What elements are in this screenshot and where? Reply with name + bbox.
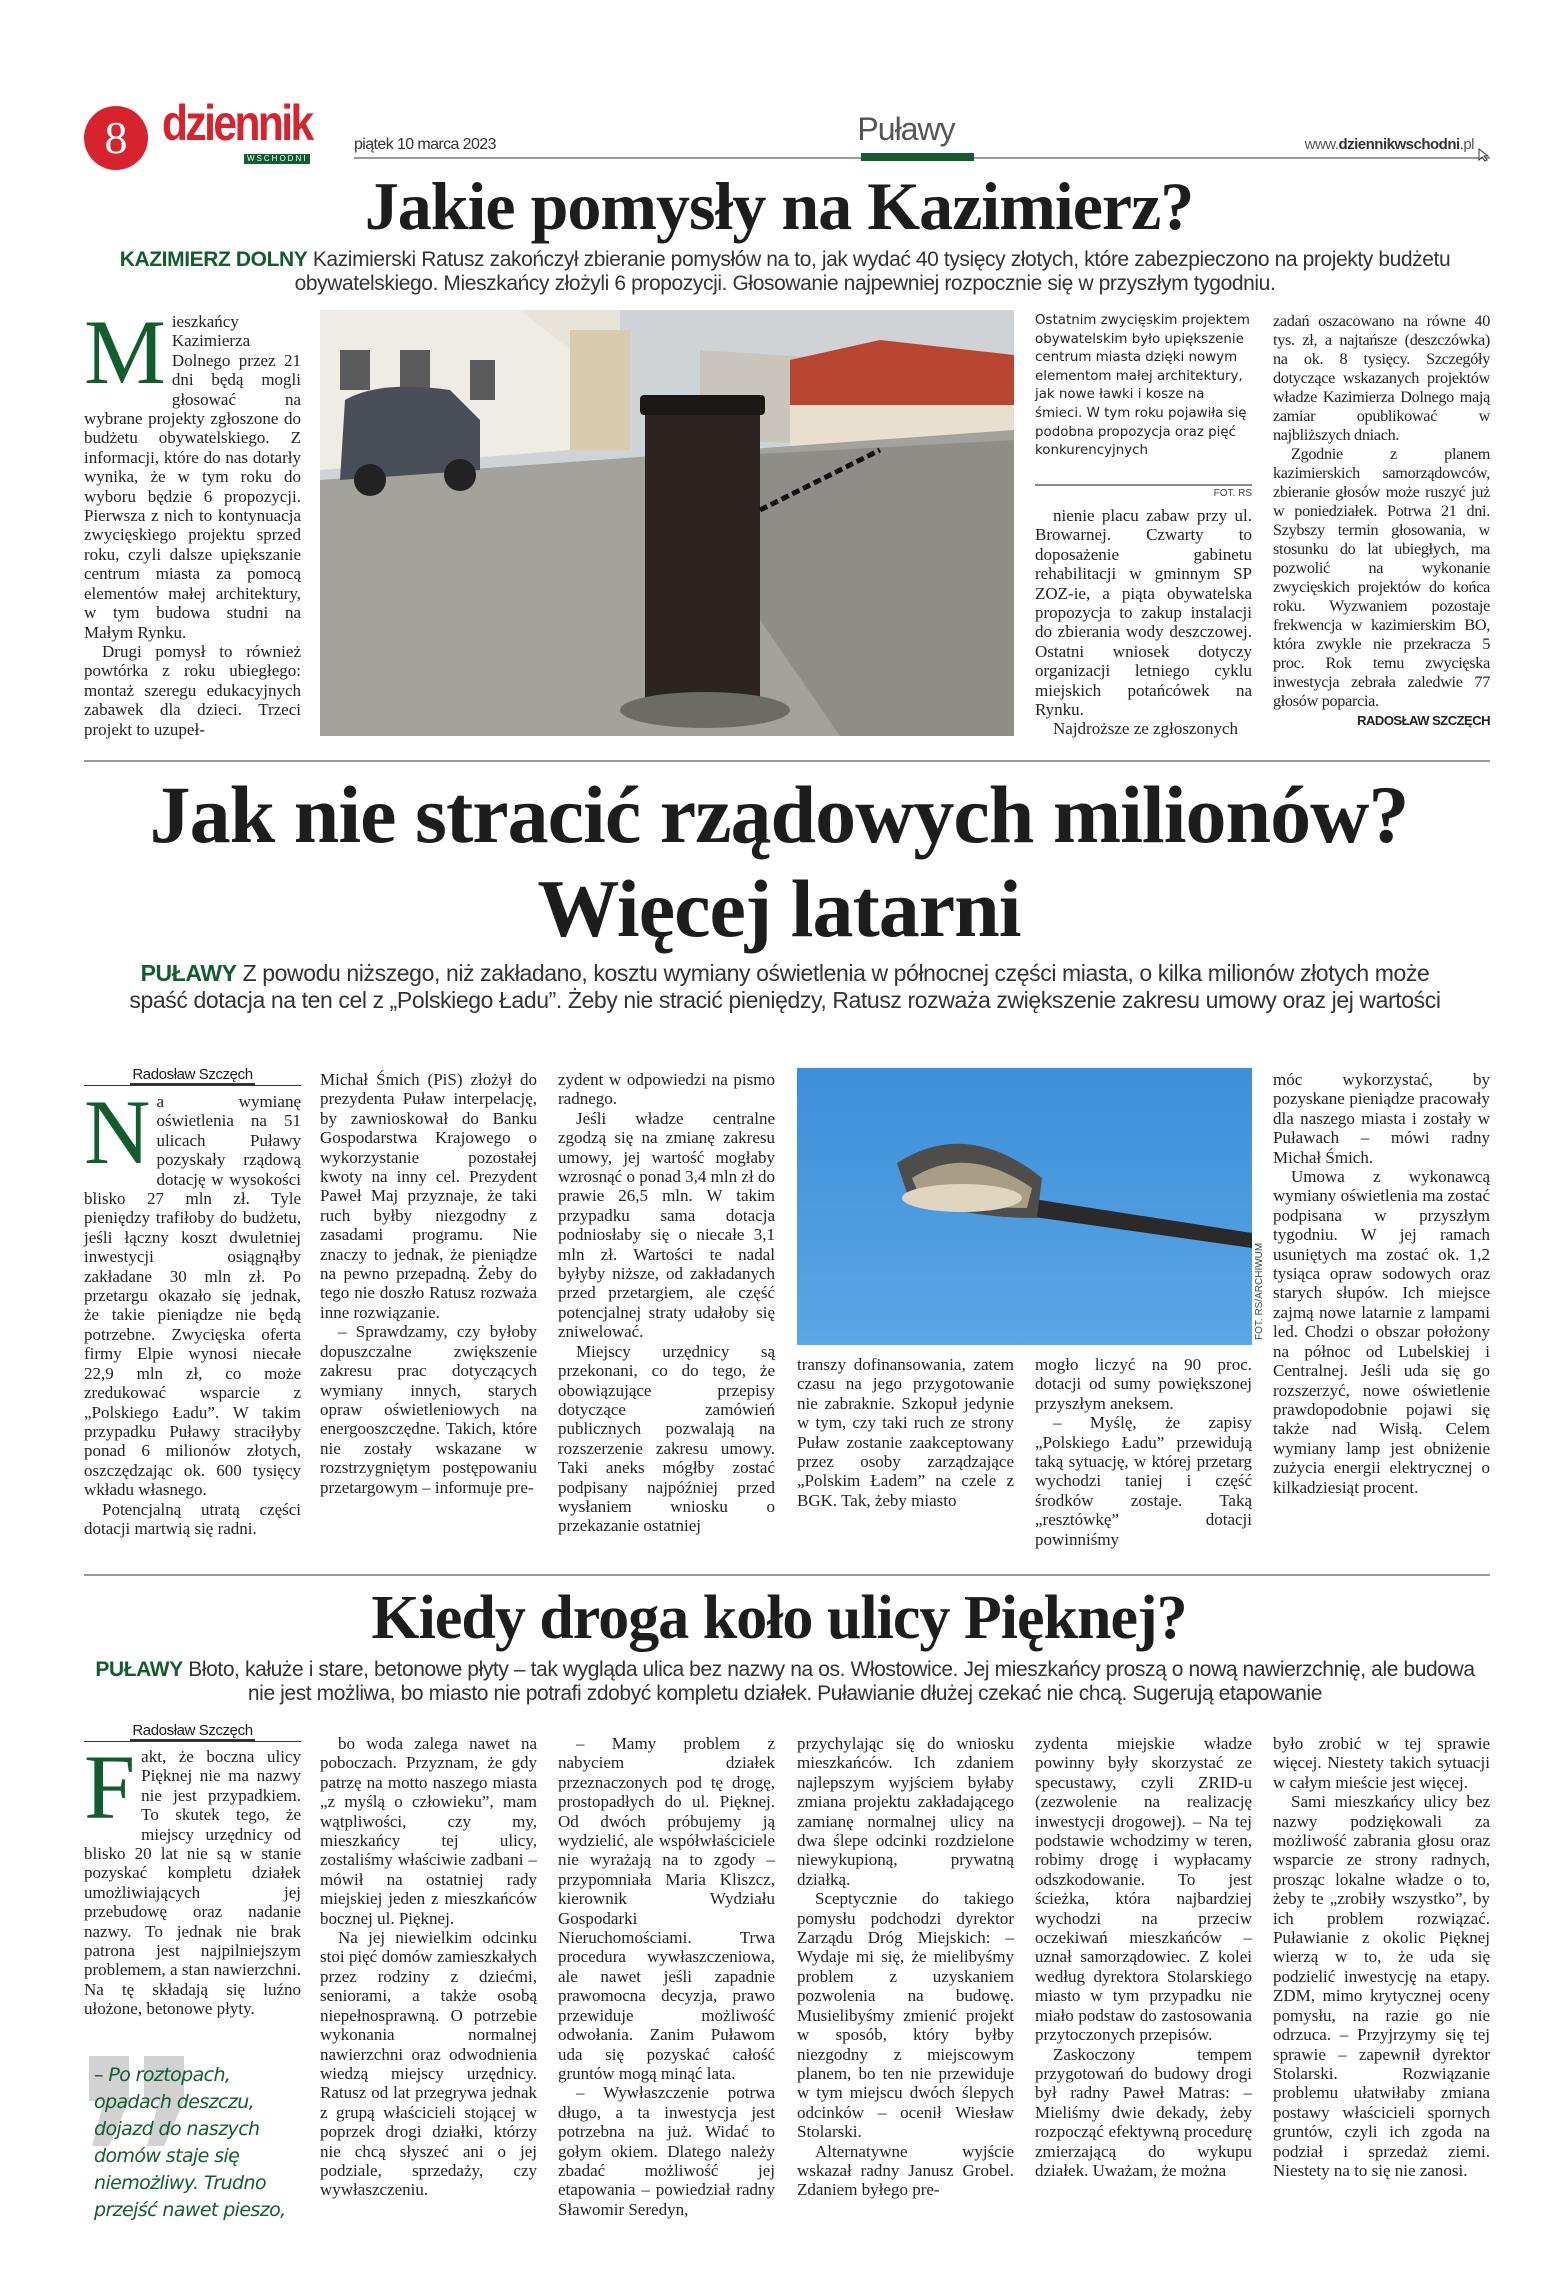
article-3-column-4 bbox=[797, 1734, 1014, 2200]
newspaper-logo[interactable] bbox=[162, 95, 342, 170]
article-1-signature: RADOSŁAW SZCZĘCH bbox=[1357, 713, 1490, 728]
article-3-column-3 bbox=[558, 1734, 775, 2219]
url-prefix: www. bbox=[1304, 136, 1339, 153]
article-2-column-2 bbox=[320, 1070, 537, 1497]
paragraph: a wymianę oświetlenia na 51 ulicach Puławy pozyskały rządową dotację w wysokości blisko 27 mln zł. Tyle pieniędzy trafiłoby do budżetu, jeśli łączny koszt dwuletniej inwestycji osiągnąłby zakładane 30 mln zł. Po przetargu okazało się jednak, że takie pieniądze nie będą potrzebne. Zwycięska oferta firmy Elpie wynosi niecałe 22,9 mln zł, co może zredukować wsparcie z „Polskiego Ładu”. W takim przypadku Puławy straciłyby ponad 6 milionów złotych, oszczędzając ok. 600 tysięcy wkładu własnego. bbox=[84, 1092, 301, 1500]
paragraph: Miejscy urzędnicy są przekonani, co do tego, że obowiązujące przepisy dotyczące zamówień publicznych pozwalają na rozszerzenie zakresu umowy. Taki aneks mógłby zostać podpisany najpóźniej przed wysłaniem wniosku o przekazanie ostatniej bbox=[558, 1341, 775, 1536]
column-text bbox=[558, 1734, 775, 2219]
page-number-badge: 8 bbox=[84, 106, 148, 170]
paragraph: zydenta miejskie władze powinny były skorzystać ze specustawy, czyli ZRID-u (zezwolenie na realizację inwestycji drogowej). – Na tej podstawie wchodzimy w teren, robimy drogę i wypłacamy odszkodowanie. To jest ścieżka, która najbardziej wychodzi na przeciw oczekiwań mieszkańców – uznał samorządowiec. Z kolei według dyrektora Stolarskiego miasto w tym przypadku nie miało podstaw do zastosowania przytoczonych przepisów. bbox=[1035, 1734, 1252, 2045]
section-marker bbox=[861, 153, 974, 161]
paragraph: Zgodnie z planem kazimierskich samorządowców, zbieranie głosów może ruszyć już w poniedziałek. Potrwa 21 dni. Szybszy termin głosowania, w stosunku do lat ubiegłych, ma pozwolić na wykonanie zwycięskich projektów do końca roku. Wyzwaniem pozostaje frekwencja w kazimierskim BO, która zwykle nie przekracza 5 proc. Rok temu zwycięska inwestycja zebrała zaledwie 77 głosów poparcia. bbox=[1273, 445, 1490, 710]
photo-kazimierz-street bbox=[320, 310, 1014, 736]
article-1-column-3 bbox=[1035, 506, 1252, 739]
url-domain: dziennikwschodni bbox=[1338, 136, 1460, 153]
article-divider bbox=[84, 1574, 1490, 1576]
paragraph: zydent w odpowiedzi na pismo radnego. bbox=[558, 1070, 775, 1109]
url-suffix: .pl bbox=[1459, 136, 1474, 153]
paragraph: móc wykorzystać, by pozyskane pieniądze pracowały dla naszego miasta i zostały w Puławach – mówi radny Michał Śmich. bbox=[1273, 1070, 1490, 1167]
paragraph: transzy dofinansowania, zatem czasu na jego przygotowanie nie zabraknie. Szkopuł jedynie w tym, czy taki ruch ze strony Puław zostanie zaakceptowany przez osoby zarządzające „Polskim Ładem” na czele z BGK. Tak, żeby miasto bbox=[797, 1355, 1014, 1510]
author-name: Radosław Szczęch bbox=[130, 1722, 254, 1742]
paragraph: Najdroższe ze zgłoszonych bbox=[1053, 719, 1239, 739]
photo-street-lamp bbox=[797, 1068, 1252, 1345]
photo-credit: FOT. RS bbox=[1213, 488, 1252, 499]
paragraph: przychylając się do wniosku mieszkańców. Ich zdaniem najlepszym wyjściem byłaby zmiana projektu zakładającego zamianę normalnej ulicy na dwa ślepe odcinki rozdzielone niewykupioną, prywatną działką. bbox=[797, 1734, 1014, 1889]
paragraph: – Myślę, że zapisy „Polskiego Ładu” przewidują taką sytuację, w której przetarg wychodzi taniej i część środków zostaje. Taką „resztówkę” dotacji powinniśmy bbox=[1035, 1413, 1252, 1549]
cursor-icon bbox=[1478, 148, 1490, 162]
article-3-column-2 bbox=[320, 1734, 537, 2200]
column-text bbox=[797, 1355, 1014, 1510]
article-2-column-1 bbox=[84, 1081, 301, 1538]
article-2-column-3 bbox=[558, 1070, 775, 1536]
article-1-title: Jakie pomysły na Kazimierz? bbox=[364, 168, 1194, 244]
column-text bbox=[1035, 1355, 1252, 1549]
column-text bbox=[1273, 1070, 1490, 1497]
paragraph: Alternatywne wyjście wskazał radny Janusz Grobel. Zdaniem byłego pre- bbox=[797, 2141, 1014, 2200]
paragraph: Michał Śmich (PiS) złożył do prezydenta Puław interpelację, by zawnioskował do Banku Gospodarstwa Krajowego o wykorzystanie pozostałej kwoty na inny cel. Prezydent Paweł Maj przyznaje, że taki ruch byłby niezgodny z zasadami programu. Nie znaczy to jednak, że pieniądze na pewno przepadną. Żeby do tego nie doszło Ratusz rozważa inne rozwiązanie. bbox=[320, 1070, 537, 1322]
article-1-column-4 bbox=[1273, 312, 1490, 730]
paragraph: – Sprawdzamy, czy byłoby dopuszczalne zwiększenie zakresu prac dotyczących wymiany innych, starych opraw oświetleniowych na energooszczędne. Takich, które nie zostały wskazane w rozstrzygniętym postępowaniu przetargowym – informuje pre- bbox=[320, 1322, 537, 1497]
article-3-column-1 bbox=[84, 1736, 301, 2019]
website-link[interactable] bbox=[1305, 136, 1474, 153]
lede-place: KAZIMIERZ DOLNY bbox=[119, 248, 308, 271]
logo-text: dziennik bbox=[162, 95, 312, 151]
article-divider bbox=[84, 760, 1490, 762]
paragraph: mogło liczyć na 90 proc. dotacji od sumy powiększonej przyszłym aneksem. bbox=[1035, 1355, 1252, 1413]
column-text bbox=[558, 1070, 775, 1536]
article-3-column-6 bbox=[1273, 1734, 1490, 2180]
column-text bbox=[1035, 506, 1252, 739]
drop-cap: N bbox=[84, 1081, 151, 1183]
column-text bbox=[1035, 1734, 1252, 2180]
article-2-column-6 bbox=[1273, 1070, 1490, 1497]
article-2-column-5 bbox=[1035, 1355, 1252, 1549]
paragraph: nienie placu zabaw przy ul. Browarnej. Czwarty to doposażenie gabinetu rehabilitacji w gminnym SP ZOZ-ie, a piąta obywatelska propozycja to zakup instalacji do zbierania wody deszczowej. Ostatni wniosek dotyczy organizacji letniego cyklu miejskich potańcówek na Rynku. bbox=[1035, 506, 1252, 720]
caption-rule bbox=[1035, 484, 1252, 486]
paragraph: akt, że boczna ulicy Pięknej nie ma nazwy nie jest przypadkiem. To skutek tego, że miejscy urzędnicy od blisko 20 lat nie są w stanie pozyskać kompletu działek umożliwiających jej przebudowę oraz nadanie nazwy. To jednak nie brak patrona jest najpilniejszym problemem, a stan nawierzchni. Na tę składają się luźno ułożone, betonowe płyty. bbox=[84, 1747, 301, 2019]
paragraph: Sami mieszkańcy ulicy bez nazwy podziękowali za możliwość zabrania głosu oraz wsparcie ze strony radnych, prosząc lokalne władze o to, żeby te „zrobiły wszystko”, by ich problem rozwiązać. Puławianie z okolic Pięknej wierzą w to, że uda się podzielić inwestycję na etapy. ZDM, mimo krytycznej oceny pomysłu, na razie go nie odrzuca. – Przyjrzymy się tej sprawie – zapewnił dyrektor Stolarski. Rozwiązanie problemu ułatwiłaby zmiana postawy właścicieli spornych gruntów, czyli ich zgoda na podział i sprzedaż ziemi. Niestety na to się nie zanosi. bbox=[1273, 1792, 1490, 2180]
article-1-photo-caption: Ostatnim zwycięskim projektem obywatelskim było upiększenie centrum miasta dzięki nowym elementom małej architektury, jak nowe ławki i kosze na śmieci. W tym roku pojawiła się podobna propozycja oraz pięć konkurencyjnych bbox=[1035, 313, 1250, 459]
author-name: Radosław Szczęch bbox=[130, 1066, 254, 1086]
paragraph: Potencjalną utratą części dotacji martwią się radni. bbox=[84, 1499, 301, 1538]
photo-credit-vertical: FOT. RS/ARCHIWUM bbox=[1254, 1242, 1265, 1340]
paragraph: zadań oszacowano na równe 40 tys. zł, a najtańsze (deszczówka) na ok. 8 tysięcy. Szczegóły dotyczące wskazanych projektów władze Kazimierza Dolnego mają zamiar opublikować w najbliższych dniach. bbox=[1273, 312, 1490, 444]
section-name: Puławy bbox=[857, 111, 955, 147]
column-text bbox=[1273, 1734, 1490, 2180]
paragraph: Sceptycznie do takiego pomysłu podchodzi dyrektor Zarządu Dróg Miejskich: – Wydaje mi się, że mielibyśmy problem z uzyskaniem pozwolenia na budowę. Musielibyśmy zmienić projekt w sposób, który byłby niezgodny z miejscowym planem, bo ten nie przewiduje w tym miejscu dwóch ślepych odcinków – ocenił Wiesław Stolarski. bbox=[797, 1889, 1014, 2142]
column-text bbox=[320, 1734, 537, 2200]
paragraph: Jeśli władze centralne zgodzą się na zmianę zakresu umowy, jej wartość mogłaby wzrosnąć o ponad 3,4 mln zł do prawie 26,5 mln. W takim przypadku sama dotacja podniosłaby się o niecałe 3,1 mln zł. Wartości te nadal byłyby niższe, od zakładanych przed przetargiem, ale część potencjalnej straty udałoby się zniwelować. bbox=[558, 1108, 775, 1342]
article-1-column-1 bbox=[84, 301, 301, 739]
issue-date: piątek 10 marca 2023 bbox=[354, 136, 496, 153]
article-3-column-5 bbox=[1035, 1734, 1252, 2180]
drop-cap: M bbox=[84, 301, 166, 403]
pull-quote: – Po roztopach, opadach deszczu, dojazd do naszych domów staje się niemożliwy. Trudno przejść nawet pieszo, bbox=[94, 2064, 286, 2221]
paragraph: Umowa z wykonawcą wymiany oświetlenia ma zostać podpisana w przyszłym tygodniu. W jej ramach usuniętych ma zostać ok. 1,2 tysiąca opraw sodowych oraz starych słupów. Ich miejsce zajmą nowe latarnie z lampami led. Chodzi o obszar położony na północ od Lubelskiej i Centralnej. Jeśli uda się go rozszerzyć, nowe oświetlenie prawdopodobnie pojawi się także nad Wisłą. Celem wymiany lamp jest obniżenie zużycia energii elektrycznej o kilkadziesiąt procent. bbox=[1273, 1167, 1490, 1497]
logo-subtext: WSCHODNI bbox=[244, 154, 310, 164]
lede-place: PUŁAWY bbox=[140, 960, 237, 986]
article-3-title: Kiedy droga koło ulicy Pięknej? bbox=[371, 1584, 1187, 1652]
lede-text: Błoto, kałuże i stare, betonowe płyty – tak wygląda ulica bez nazwy na os. Włostowice. Jej mieszkańcy proszą o nową nawierzchnię, ale budowa nie jest możliwa, bo miasto nie potrafi zdobyć kompletu działek. Puławianie dłużej czekać nie chcą. Sugerują etapowanie bbox=[188, 1658, 1475, 1705]
paragraph: – Mamy problem z nabyciem działek przeznaczonych pod tę drogę, prostopadłych do ul. Pięknej. Od dwóch próbujemy ją wydzielić, ale współwłaściciele nie wyrażają na to zgody – przypomniała Maria Kliszcz, kierownik Wydziału Gospodarki Nieruchomościami. Trwa procedura wywłaszczeniowa, ale nawet jeśli zapadnie prawomocna decyzja, prawo przewiduje możliwość odwołania. Zanim Puławom uda się pozyskać całość gruntów mogą minąć lata. bbox=[558, 1734, 775, 2083]
column-text bbox=[320, 1070, 537, 1497]
lede-place: PUŁAWY bbox=[95, 1658, 183, 1681]
paragraph: Zaskoczony tempem przygotowań do budowy drogi był radny Paweł Matras: – Mieliśmy dwie dekady, żeby rozpocząć efektywną procedurę zmierzającą do wykupu działek. Uważam, że można bbox=[1035, 2044, 1252, 2180]
article-2-title-line-1: Jak nie stracić rządowych milionów? bbox=[149, 769, 1409, 860]
paragraph: Drugi pomysł to również powtórka z roku ubiegłego: montaż szeregu edukacyjnych zabawek dla dzieci. Trzeci projekt to uzupeł- bbox=[84, 641, 301, 739]
paragraph: bo woda zalega nawet na poboczach. Przyznam, że gdy patrzę na motto naszego miasta „z myślą o człowieku”, mam wątpliwości, czy my, mieszkańcy tej ulicy, zostaliśmy właściwie zadbani – mówił na ostatniej rady miejskiej jeden z mieszkańców bocznej ul. Pięknej. bbox=[320, 1734, 537, 1928]
column-text bbox=[1273, 312, 1490, 711]
paragraph: ieszkańcy Kazimierza Dolnego przez 21 dni będą mogli głosować na wybrane projekty zgłoszone do budżetu obywatelskiego. Z informacji, które do nas dotarły wynika, że w tym roku do wyboru będzie 6 propozycji. Pierwsza z nich to kontynuacja zwycięskiego projektu sprzed roku, czyli dalsze upiększanie centrum miasta za pomocą elementów małej architektury, w tym budowa studni na Małym Rynku. bbox=[84, 312, 301, 642]
article-2-title-line-2: Więcej latarni bbox=[537, 863, 1021, 954]
article-3-lede bbox=[90, 1658, 1480, 1706]
lede-text: Z powodu niższego, niż zakładano, kosztu wymiany oświetlenia w północnej części miasta, o kilka milionów złotych może spaść dotacja na ten cel z „Polskiego Ładu”. Żeby nie stracić pieniędzy, Ratusz rozważa zwiększenie zakresu umowy oraz jej wartości bbox=[129, 960, 1441, 1013]
article-1-lede bbox=[110, 248, 1460, 296]
article-2-lede bbox=[110, 960, 1460, 1014]
drop-cap: F bbox=[84, 1736, 136, 1838]
paragraph: było zrobić w tej sprawie więcej. Niestety takich sytuacji w całym mieście jest więcej. bbox=[1273, 1734, 1490, 1792]
lede-text: Kazimierski Ratusz zakończył zbieranie pomysłów na to, jak wydać 40 tysięcy złotych, które zabezpieczono na projekty budżetu obywatelskiego. Mieszkańcy złożyli 6 propozycji. Głosowanie najpewniej rozpocznie się w przyszłym tygodniu. bbox=[294, 248, 1451, 295]
paragraph: – Wywłaszczenie potrwa długo, a ta inwestycja jest potrzebna na już. Widać to gołym okiem. Dlatego należy zbadać możliwość jej etapowania – powiedział radny Sławomir Seredyn, bbox=[558, 2083, 775, 2219]
paragraph: Na jej niewielkim odcinku stoi pięć domów zamieszkałych przez rodziny z dziećmi, seniorami, a także osobą niepełnosprawną. O potrzebie wykonania normalnej nawierzchni oraz odwodnienia wiedzą miejscy urzędnicy. Ratusz od lat przegrywa jednak z grupą właścicieli stojącej w poprzek drogi działki, którzy nie chcą słyszeć ani o jej podziale, sprzedaży, czy wywłaszczeniu. bbox=[320, 1928, 537, 2200]
column-text bbox=[797, 1734, 1014, 2200]
article-2-column-4 bbox=[797, 1355, 1014, 1510]
